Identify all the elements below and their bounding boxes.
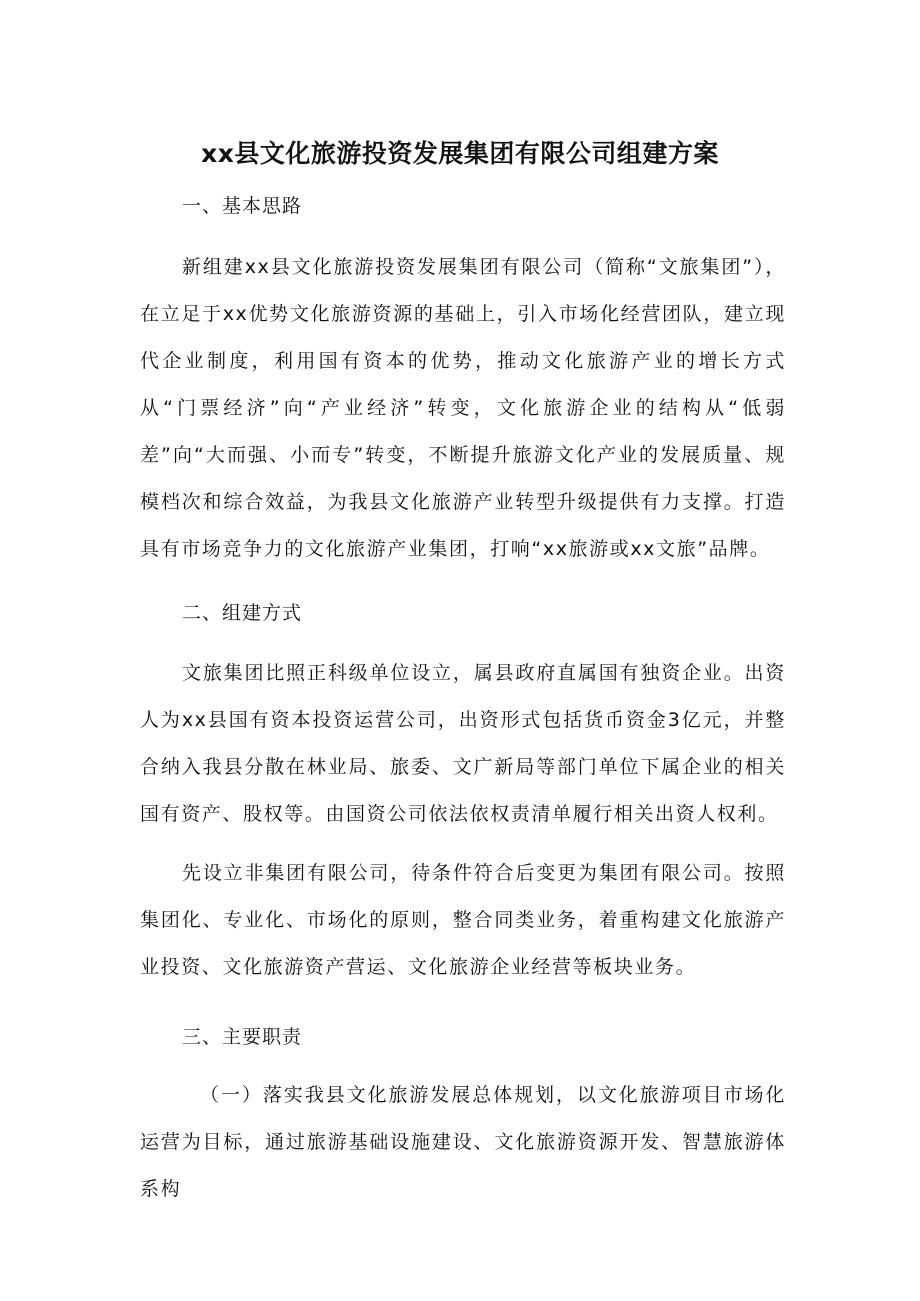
section-heading-basic-idea: 一、基本思路	[182, 195, 303, 217]
paragraph-duties-1: （一）落实我县文化旅游发展总体规划，以文化旅游项目市场化运营为目标，通过旅游基础设施建设、文化旅游资源开发、智慧旅游体系构	[140, 1084, 786, 1200]
section-heading-formation: 二、组建方式	[182, 602, 303, 624]
paragraph-formation-1: 文旅集团比照正科级单位设立，属县政府直属国有独资企业。出资人为xx县国有资本投资运营公司，出资形式包括货币资金3亿元，并整合纳入我县分散在林业局、旅委、文广新局等部门单位下属企业的相关国有资产、股权等。由国资公司依法依权责清单履行相关出资人权利。	[140, 662, 786, 825]
section-heading-duties: 三、主要职责	[182, 1026, 303, 1048]
paragraph-formation-2: 先设立非集团有限公司，待条件符合后变更为集团有限公司。按照集团化、专业化、市场化的原则，整合同类业务，着重构建文化旅游产业投资、文化旅游资产营运、文化旅游企业经营等板块业务。	[140, 862, 786, 978]
paragraph-basic-idea: 新组建xx县文化旅游投资发展集团有限公司（简称“文旅集团”），在立足于xx优势文化旅游资源的基础上，引入市场化经营团队，建立现代企业制度，利用国有资本的优势，推动文化旅游产业的增长方式从“门票经济”向“产业经济”转变，文化旅游企业的结构从“低弱差”向“大而强、小而专”转变，不断提升旅游文化产业的发展质量、规模档次和综合效益，为我县文化旅游产业转型升级提供有力支撑。打造具有市场竞争力的文化旅游产业集团，打响“xx旅游或xx文旅”品牌。	[140, 256, 786, 560]
document-title: xx县文化旅游投资发展集团有限公司组建方案	[201, 139, 719, 168]
